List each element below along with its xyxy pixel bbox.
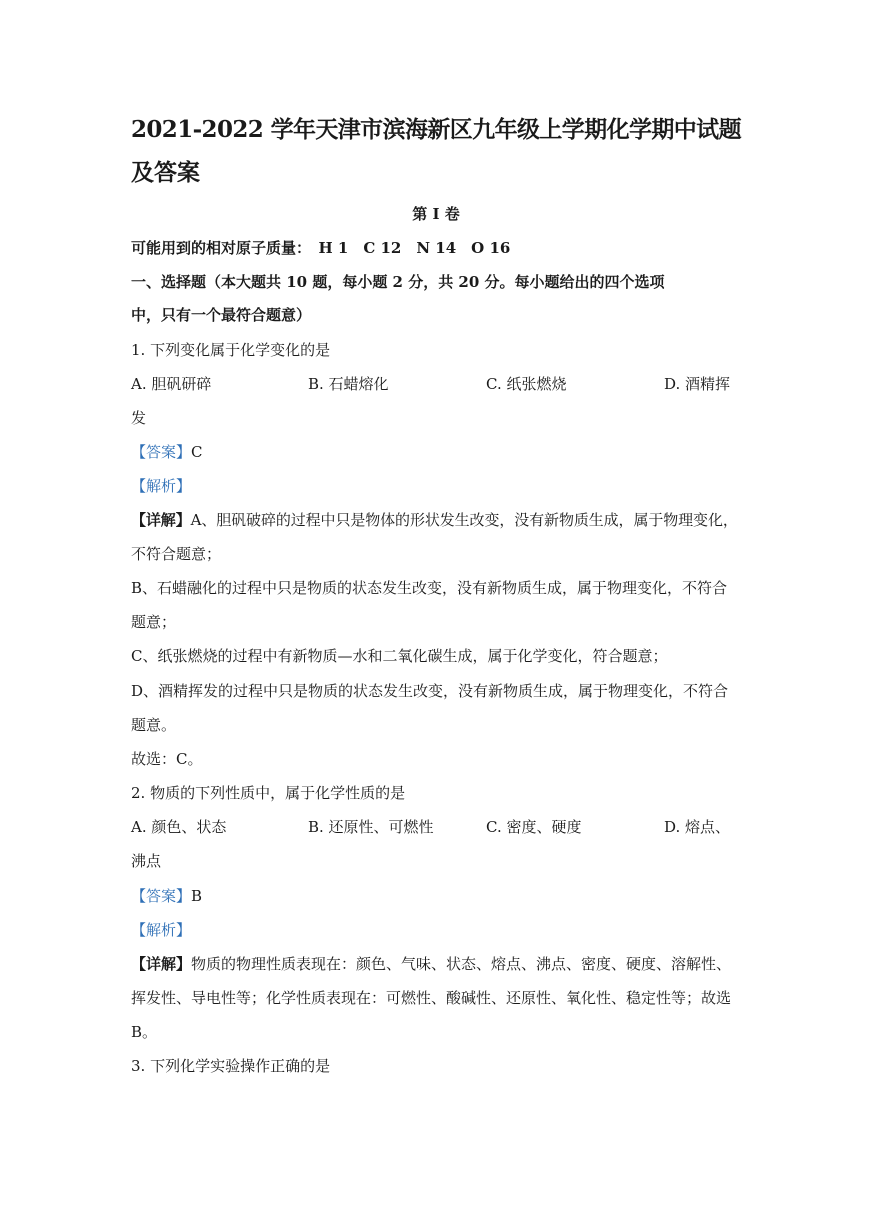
detail-tag: 【详解】	[131, 955, 192, 973]
section-heading-line-1: 一、选择题（本大题共 10 题，每小题 2 分，共 20 分。每小题给出的四个选项	[131, 273, 665, 291]
question-2-option-b: B. 还原性、可燃性	[308, 818, 434, 836]
question-1-detail-line-4: 题意；	[131, 613, 177, 631]
question-1-detail-line-7: 题意。	[131, 716, 177, 734]
answer-tag: 【答案】	[131, 887, 192, 905]
question-2-option-wrap: 沸点	[131, 852, 162, 870]
question-1-option-d: D. 酒精挥	[664, 375, 731, 393]
volume-heading: 第 I 卷	[412, 205, 460, 223]
question-1-option-c: C. 纸张燃烧	[486, 375, 567, 393]
question-2-option-d: D. 熔点、	[664, 818, 731, 836]
question-2-detail-line-2: 挥发性、导电性等；化学性质表现在：可燃性、酸碱性、还原性、氧化性、稳定性等；故选	[131, 989, 732, 1007]
detail-tag: 【详解】	[131, 511, 191, 529]
detail-text: A、胆矾破碎的过程中只是物体的形状发生改变，没有新物质生成，属于物理变化，	[190, 511, 738, 529]
question-1-detail-line-3: B、石蜡融化的过程中只是物质的状态发生改变，没有新物质生成，属于物理变化，不符合	[131, 579, 728, 597]
detail-text: 物质的物理性质表现在：颜色、气味、状态、熔点、沸点、密度、硬度、溶解性、	[191, 955, 732, 973]
question-1-stem: 1. 下列变化属于化学变化的是	[131, 341, 331, 359]
question-1-analysis-tag: 【解析】	[131, 477, 192, 495]
atomic-masses-line: 可能用到的相对原子质量： H 1 C 12 N 14 O 16	[131, 239, 511, 257]
question-1-answer	[131, 442, 741, 462]
question-2-detail-line-3: B。	[131, 1023, 158, 1041]
document-title-line-2: 及答案	[131, 159, 200, 186]
question-1-detail-line-6: D、酒精挥发的过程中只是物质的状态发生改变，没有新物质生成，属于物理变化，不符合	[131, 682, 729, 700]
question-1-detail-line-5: C、纸张燃烧的过程中有新物质—水和二氧化碳生成，属于化学变化，符合题意；	[131, 647, 668, 665]
question-3-stem: 3. 下列化学实验操作正确的是	[131, 1057, 331, 1075]
answer-value: C	[191, 443, 203, 461]
answer-tag: 【答案】	[131, 443, 192, 461]
question-2-analysis-tag: 【解析】	[131, 921, 192, 939]
question-2-detail-line-1	[131, 954, 741, 974]
question-1-detail-line-1	[131, 510, 741, 530]
question-1-option-wrap: 发	[131, 409, 147, 427]
document-title-line-1: 2021-2022 学年天津市滨海新区九年级上学期化学期中试题	[131, 116, 741, 143]
section-heading-line-2: 中，只有一个最符合题意）	[131, 306, 312, 324]
question-2-answer	[131, 886, 741, 906]
answer-value: B	[191, 887, 203, 905]
question-1-detail-line-2: 不符合题意；	[131, 545, 222, 563]
question-1-option-a: A. 胆矾研碎	[131, 375, 212, 393]
question-1-detail-line-8: 故选：C。	[131, 750, 203, 768]
question-1-option-b: B. 石蜡熔化	[308, 375, 389, 393]
question-2-option-a: A. 颜色、状态	[131, 818, 227, 836]
question-2-option-c: C. 密度、硬度	[486, 818, 582, 836]
question-2-stem: 2. 物质的下列性质中，属于化学性质的是	[131, 784, 406, 802]
